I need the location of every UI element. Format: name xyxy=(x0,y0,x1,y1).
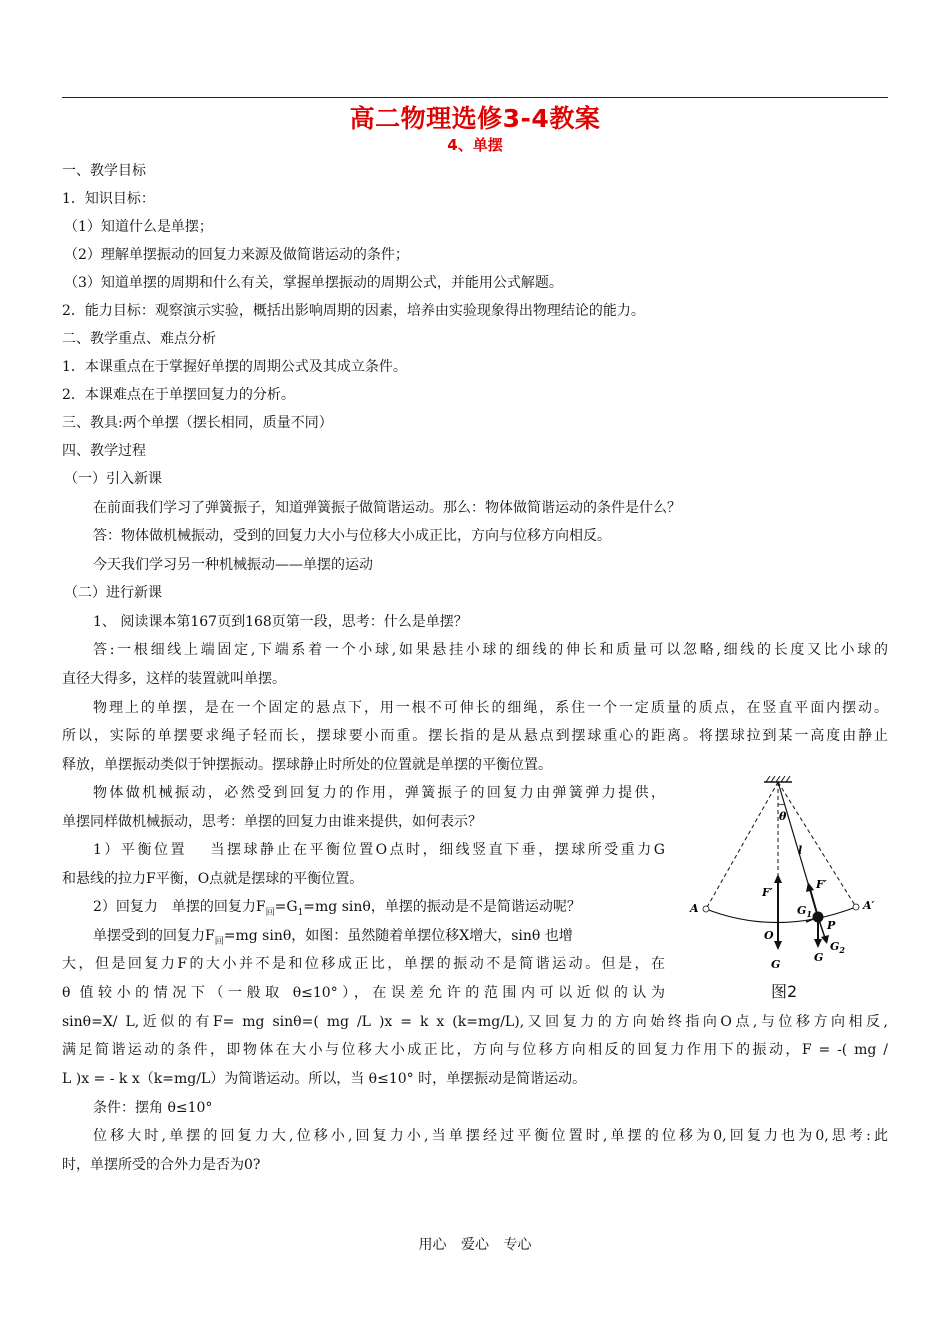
page-title: 高二物理选修3-4教案 xyxy=(349,104,601,133)
text-line: （2）理解单摆振动的回复力来源及做简谐运动的条件； xyxy=(64,247,409,263)
text-line: 物理上的单摆，是在一个固定的悬点下，用一根不可伸长的细绳，系住一个一定质量的质点，在竖直平面内摆动。 xyxy=(93,700,888,716)
text-line: 2．能力目标：观察演示实验，概括出影响周期的因素，培养由实验现象得出物理结论的能力。 xyxy=(62,303,645,319)
figure-caption: 图2 xyxy=(771,982,798,1001)
page-subtitle: 4、单摆 xyxy=(447,136,503,154)
label-f-prime-2: F′ xyxy=(816,878,827,891)
text-line: （3）知道单摆的周期和什么有关，掌握单摆振动的周期公式，并能用公式解题。 xyxy=(64,275,563,291)
text-line: 单摆同样做机械振动，思考：单摆的回复力由谁来提供，如何表示？ xyxy=(62,814,482,830)
text-line: θ 值较小的情况下（一般取 θ≤10°），在误差允许的范围内可以近似的认为 xyxy=(62,985,665,1001)
text-line: 2）回复力 单摆的回复力$F_回=G_1=mg$ sinθ，单摆的振动是不是简谐运动呢？ xyxy=(93,899,581,918)
text-line: 三、教具:两个单摆（摆长相同，质量不同） xyxy=(62,415,333,431)
text-line: 位移大时,单摆的回复力大,位移小,回复力小,当单摆经过平衡位置时,单摆的位移为0,回复力也为0,思考:此 xyxy=(93,1128,888,1144)
text-line: 所以，实际的单摆要求绳子轻而长，摆球要小而重。摆长指的是从悬点到摆球重心的距离。将摆球拉到某一高度由静止 xyxy=(62,728,888,744)
text-line: 答：物体做机械振动，受到的回复力大小与位移大小成正比，方向与位移方向相反。 xyxy=(93,528,611,544)
label-g-left: G xyxy=(771,958,781,971)
label-p: P xyxy=(827,919,836,932)
ceiling-support xyxy=(764,776,792,782)
text-line: 1）平衡位置 当摆球静止在平衡位置O点时，细线竖直下垂，摆球所受重力G xyxy=(93,842,665,858)
label-o: O xyxy=(764,929,774,942)
text-line: L )x = - k x（k=mg/L）为简谐运动。所以，当 θ≤10° 时，单摆振动是简谐运动。 xyxy=(62,1071,587,1087)
text-line: 1、 阅读课本第167页到168页第一段，思考：什么是单摆？ xyxy=(93,614,468,630)
label-l: l xyxy=(798,844,803,857)
label-f-prime: F′ xyxy=(762,886,773,899)
label-g2: $G_2$ xyxy=(830,940,845,955)
label-a: A xyxy=(690,902,699,915)
text-line: 一、教学目标 xyxy=(62,163,146,179)
text-line: 1．本课重点在于掌握好单摆的周期公式及其成立条件。 xyxy=(62,359,407,375)
text-line: 直径大得多，这样的装置就叫单摆。 xyxy=(62,671,286,687)
pendulum-ball xyxy=(813,912,824,923)
label-g-mid: G xyxy=(814,951,824,964)
text-line: （一）引入新课 xyxy=(64,471,162,487)
text-line: 2．本课难点在于单摆回复力的分析。 xyxy=(62,387,295,403)
label-g1: $G_1$ xyxy=(797,904,812,919)
label-theta: θ xyxy=(779,810,787,823)
text-line: 在前面我们学习了弹簧振子，知道弹簧振子做简谐运动。那么：物体做简谐运动的条件是什么？ xyxy=(93,500,681,516)
text-line: 二、教学重点、难点分析 xyxy=(62,331,216,347)
text-line: 物体做机械振动，必然受到回复力的作用，弹簧振子的回复力由弹簧弹力提供， xyxy=(93,785,665,801)
text-line: （二）进行新课 xyxy=(64,585,162,601)
label-a-prime: A′ xyxy=(863,899,875,912)
text-line: sinθ=X/ L,近似的有F= mg sinθ=( mg /L )x = k x (k=mg/L),又回复力的方向始终指向O点,与位移方向相反, xyxy=(62,1014,888,1030)
text-line: 释放，单摆振动类似于钟摆振动。摆球静止时所处的位置就是单摆的平衡位置。 xyxy=(62,757,552,773)
text-line: 时，单摆所受的合外力是否为0? xyxy=(62,1157,261,1173)
text-line: 今天我们学习另一种机械振动——单摆的运动 xyxy=(93,557,373,573)
pendulum-diagram xyxy=(680,772,890,972)
text-line: 四、教学过程 xyxy=(62,443,146,459)
text-line: （1）知道什么是单摆； xyxy=(64,219,213,235)
text-line: 单摆受到的回复力$F_回=mg$ sinθ，如图：虽然随着单摆位移X增大，sinθ 也增 xyxy=(93,928,573,947)
text-line: 和悬线的拉力F平衡，O点就是摆球的平衡位置。 xyxy=(62,871,364,887)
text-line: 1．知识目标： xyxy=(62,191,155,207)
text-line: 大，但是回复力F的大小并不是和位移成正比，单摆的振动不是简谐运动。但是，在 xyxy=(62,956,665,972)
text-line: 条件：摆角 θ≤10° xyxy=(93,1100,213,1116)
header-rule xyxy=(62,97,888,98)
page-footer: 用心 爱心 专心 xyxy=(418,1237,532,1253)
text-line: 满足简谐运动的条件，即物体在大小与位移大小成正比，方向与位移方向相反的回复力作用下的振动，F = -( mg / xyxy=(62,1042,888,1058)
text-line: 答:一根细线上端固定,下端系着一个小球,如果悬挂小球的细线的伸长和质量可以忽略,细线的长度又比小球的 xyxy=(93,642,888,658)
